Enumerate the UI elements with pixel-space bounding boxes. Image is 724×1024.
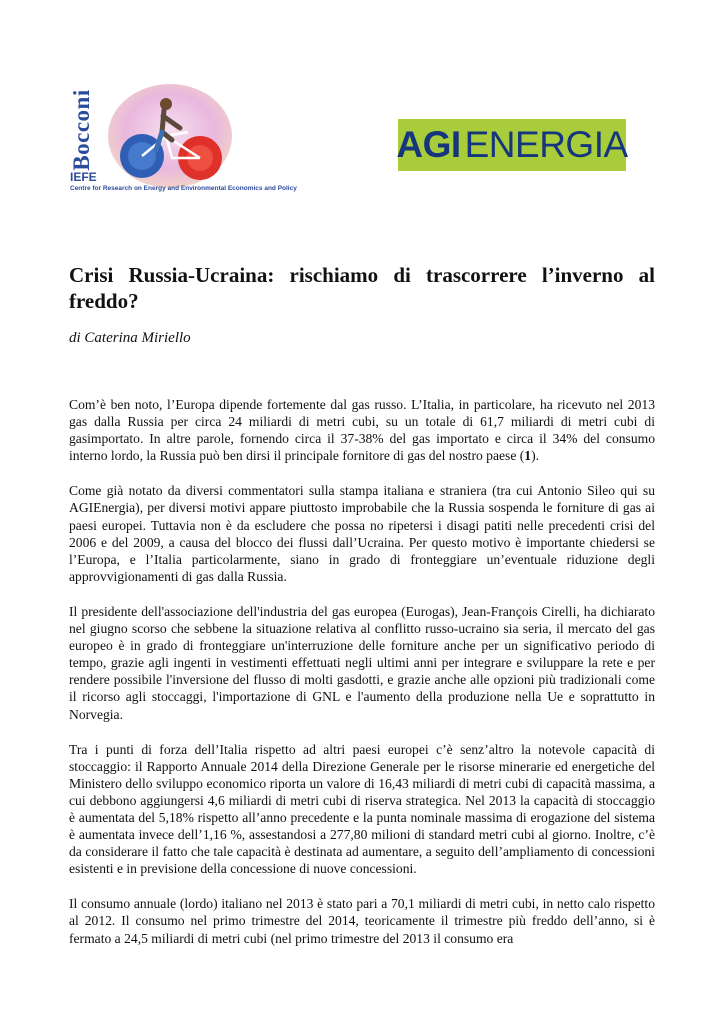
energia-wordmark: ENERGIA [464, 124, 628, 165]
paragraph-1 [69, 396, 655, 464]
bocconi-iefe-logo [68, 84, 318, 199]
iefe-subtitle: Centre for Research on Energy and Environmental Economics and Policy [70, 185, 297, 192]
paragraph-1-end: ). [531, 448, 540, 464]
paragraph-3: Il presidente dell'associazione dell'industria del gas europea (Eurogas), Jean-François Cirelli, ha dichiarato nel giugno scorso che sebbene la situazione relativa al conflitto russo-ucraino sia seria, il mercato del gas europeo è in grado di fronteggiare un'interruzione delle forniture anche per un significativo periodo di tempo, grazie agli ingenti in vestimenti effettuati negli ultimi anni per integrare e sviluppare la rete e per rendere possibile l'inversione del flusso di molti gasdotti, e grazie anche alle opzioni più tradizionali come il ricorso agli stoccaggi, l'importazione di GNL e l'aumento della produzione nella Ue e soprattutto in Norvegia. [69, 603, 655, 722]
agi-wordmark: AGI [396, 124, 461, 165]
paragraph-1-text: Com’è ben noto, l’Europa dipende fortemente dal gas russo. L’Italia, in particolare, ha ricevuto nel 2013 gas dalla Russia per circa 24 miliardi di metri cubi, su un totale di 61,7 miliardi di metri cubi di gasimportato. In altre parole, fornendo circa il 37-38% del gas importato e circa il 34% del consumo interno lordo, la Russia può ben dirsi il principale fornitore di gas del nostro paese ( [69, 397, 655, 464]
article-author: di Caterina Miriello [69, 330, 191, 346]
iefe-label: IEFE [70, 170, 97, 184]
article-body [69, 396, 655, 965]
bocconi-wordmark: Bocconi [69, 89, 94, 171]
article-title: Crisi Russia-Ucraina: rischiamo di trascorrere l’inverno al freddo? [69, 263, 655, 313]
cyclist-illustration [106, 84, 234, 192]
paragraph-2: Come già notato da diversi commentatori sulla stampa italiana e straniera (tra cui Antonio Sileo qui su AGIEnergia), per diversi motivi appare piuttosto improbabile che la Russia sospenda le forniture di gas ai paesi europei. Tuttavia non è da escludere che possa no ripetersi i disagi patiti nelle precedenti crisi del 2006 e del 2009, a causa del blocco dei flussi dall’Ucraina. Per questo motivo è importante chiedersi se l’Europa, e l’Italia particolarmente, siano in grado di fronteggiare un’eventuale riduzione degli approvvigionamenti di gas dalla Russia. [69, 483, 655, 584]
paragraph-5: Il consumo annuale (lordo) italiano nel 2013 è stato pari a 70,1 miliardi di metri cubi, in netto calo rispetto al 2012. Il consumo nel primo trimestre del 2014, teoricamente il trimestre più freddo dell’anno, si è fermato a 24,5 miliardi di metri cubi (nel primo trimestre del 2013 il consumo era [69, 896, 655, 946]
paragraph-4: Tra i punti di forza dell’Italia rispetto ad altri paesi europei c’è senz’altro la notevole capacità di stoccaggio: il Rapporto Annuale 2014 della Direzione Generale per le risorse minerarie ed energetiche del Ministero dello sviluppo economico riporta un valore di 16,43 miliardi di metri cubi di capacità massima, a cui debbono aggiungersi 4,6 miliardi di metri cubi di riserva strategica. Nel 2013 la capacità di stoccaggio è aumentata del 5,18% rispetto all’anno precedente e la punta nominale massima di erogazione del sistema è aumentata invece dell’1,16 %, assestandosi a 277,80 milioni di standard metri cubi al giorno. Inoltre, c’è da considerare il fatto che tale capacità è destinata ad aumentare, a seguito dell’ampliamento di concessioni esistenti e in previsione della concessione di nuove concessioni. [69, 741, 655, 877]
footnote-ref: 1 [524, 448, 532, 464]
agi-energia-logo [398, 119, 626, 171]
